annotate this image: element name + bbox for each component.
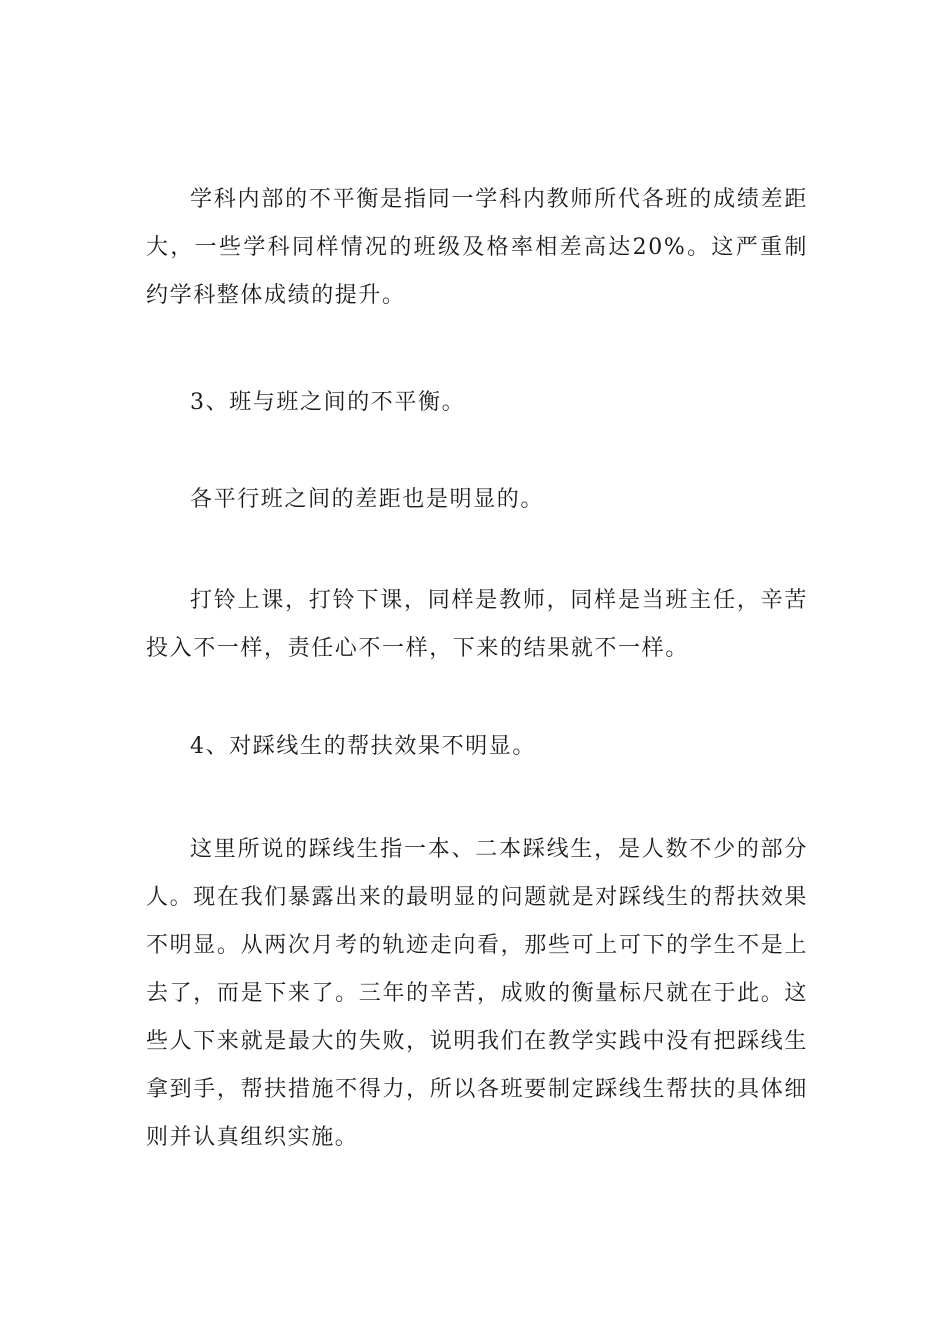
paragraph-responsibility: 打铃上课，打铃下课，同样是教师，同样是当班主任，辛苦投入不一样，责任心不一样，下来的结果就不一样。 (146, 588, 808, 661)
paragraph-subject-imbalance: 学科内部的不平衡是指同一学科内教师所代各班的成绩差距大，一些学科同样情况的班级及格率相差高达20%。这严重制约学科整体成绩的提升。 (146, 187, 808, 308)
paragraph-parallel-classes: 各平行班之间的差距也是明显的。 (190, 487, 545, 512)
heading-class-imbalance: 3、班与班之间的不平衡。 (190, 390, 466, 415)
heading-borderline-students: 4、对踩线生的帮扶效果不明显。 (190, 734, 536, 759)
paragraph-borderline-support: 这里所说的踩线生指一本、二本踩线生，是人数不少的部分人。现在我们暴露出来的最明显的问题就是对踩线生的帮扶效果不明显。从两次月考的轨迹走向看，那些可上可下的学生不是上去了，而是下来了。三年的辛苦，成败的衡量标尺就在于此。这些人下来就是最大的失败，说明我们在教学实践中没有把踩线生拿到手，帮扶措施不得力，所以各班要制定踩线生帮扶的具体细则并认真组织实施。 (146, 837, 808, 1150)
